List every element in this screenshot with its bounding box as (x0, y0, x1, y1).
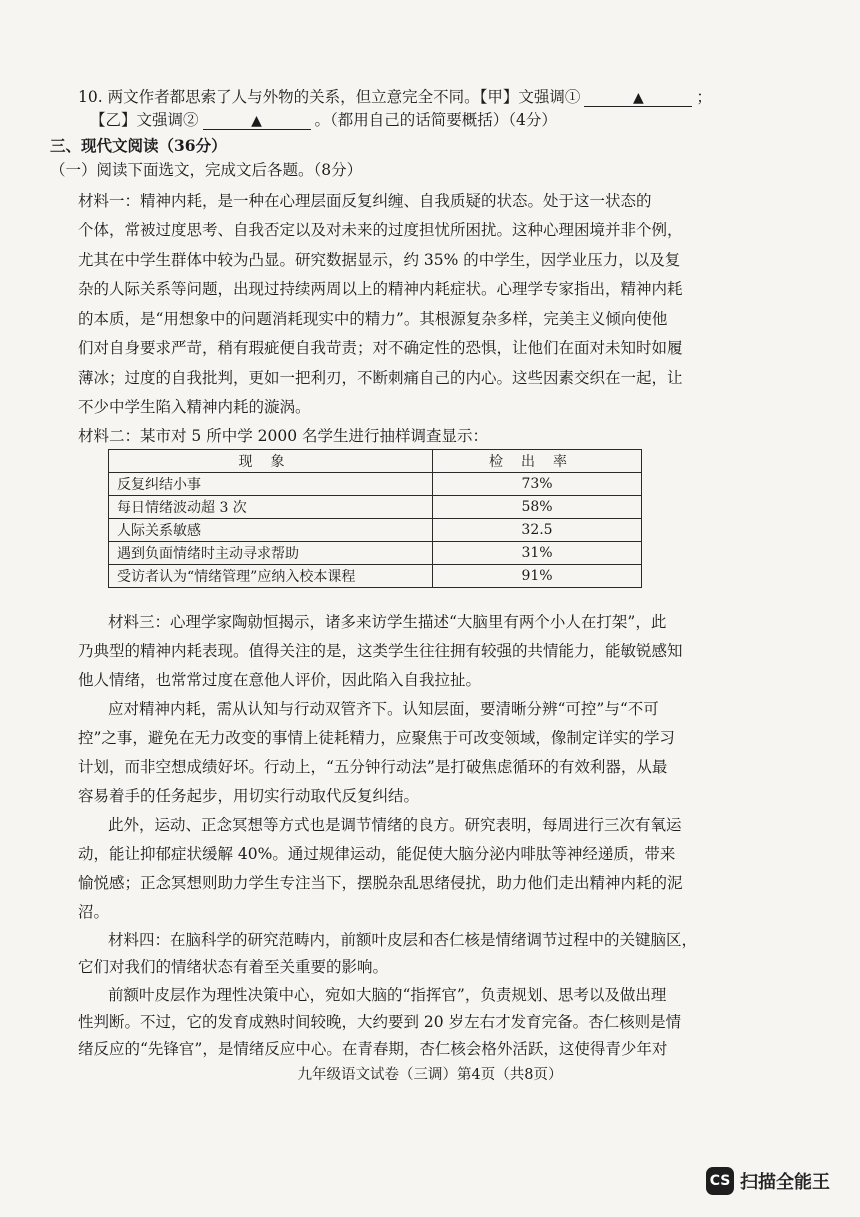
table-row (109, 496, 642, 519)
question-10-part2: 【乙】文强调② (90, 111, 199, 129)
material3-line: 他人情绪，也常常过度在意他人评价，因此陷入自我拉扯。 (78, 671, 482, 689)
row-item: 每日情绪波动超 3 次 (109, 496, 433, 519)
material4-line: 它们对我们的情绪状态有着至关重要的影响。 (78, 958, 389, 976)
material1-line: 们对自身要求严苛，稍有瑕疵便自我苛责；对不确定性的恐惧，让他们在面对未知时如履 (78, 339, 683, 357)
row-rate: 73% (433, 473, 642, 496)
row-item: 人际关系敏感 (109, 519, 433, 542)
material4-line: 材料四：在脑科学的研究范畴内，前额叶皮层和杏仁核是情绪调节过程中的关键脑区， (108, 931, 698, 949)
material1-line: 的本质，是“用想象中的问题消耗现实中的精力”。其根源复杂多样，完美主义倾向使他 (78, 310, 668, 328)
material3-line: 乃典型的精神内耗表现。值得关注的是，这类学生往往拥有较强的共情能力，能敏锐感知 (78, 642, 683, 660)
material3-line: 材料三：心理学家陶勍恒揭示，诸多来访学生描述“大脑里有两个小人在打架”，此 (108, 613, 667, 631)
row-rate: 31% (433, 542, 642, 565)
material3-paragraph3: 动，能让抑郁症状缓解 40%。通过规律运动，能促使大脑分泌内啡肽等神经递质，带来 (78, 845, 676, 863)
row-item: 反复纠结小事 (109, 473, 433, 496)
material3-paragraph3: 愉悦感；正念冥想则助力学生专注当下，摆脱杂乱思绪侵扰，助力他们走出精神内耗的泥 (78, 874, 683, 892)
material1-line: 薄冰；过度的自我批判，更如一把利刃，不断刺痛自己的内心。这些因素交织在一起，让 (78, 369, 683, 387)
material4-paragraph2: 绪反应的“先锋官”，是情绪反应中心。在青春期，杏仁核会格外活跃，这使得青少年对 (78, 1040, 668, 1058)
material1-line: 不少中学生陷入精神内耗的漩涡。 (78, 398, 311, 416)
material3-paragraph3: 此外，运动、正念冥想等方式也是调节情绪的良方。研究表明，每周进行三次有氧运 (108, 816, 682, 834)
question-10-line2 (90, 110, 730, 130)
question-10-punct: ； (696, 88, 712, 106)
table-header-row (109, 450, 642, 473)
subsection-heading: （一）阅读下面选文，完成文后各题。（8分） (50, 161, 363, 179)
table-row (109, 519, 642, 542)
material1-line: 杂的人际关系等问题，出现过持续两周以上的精神内耗症状。心理学专家指出，精神内耗 (78, 280, 683, 298)
table-row (109, 542, 642, 565)
scanner-watermark (706, 1166, 830, 1196)
material4-paragraph2: 性判断。不过，它的发育成熟时间较晚，大约要到 20 岁左右才发育完备。杏仁核则是情 (78, 1013, 682, 1031)
answer-blank-2: ▲ (203, 113, 311, 130)
survey-table (108, 449, 642, 588)
row-rate: 91% (433, 565, 642, 588)
material3-paragraph2: 容易着手的任务起步，用切实行动取代反复纠结。 (78, 787, 420, 805)
material1-line: 材料一：精神内耗，是一种在心理层面反复纠缠、自我质疑的状态。处于这一状态的 (78, 192, 652, 210)
material3-paragraph3: 沼。 (78, 903, 110, 921)
row-item: 受访者认为“情绪管理”应纳入校本课程 (109, 565, 433, 588)
question-10-line1 (78, 87, 718, 107)
camscanner-logo-icon: CS (706, 1167, 734, 1195)
material3-paragraph2: 计划，而非空想成绩好坏。行动上，“五分钟行动法”是打破焦虑循环的有效利器，从最 (78, 758, 668, 776)
header-rate: 检出率 (433, 450, 642, 473)
material4-paragraph2: 前额叶皮层作为理性决策中心，宛如大脑的“指挥官”，负责规划、思考以及做出理 (108, 986, 667, 1004)
watermark-text: 扫描全能王 (740, 1172, 830, 1193)
material3-paragraph2: 应对精神内耗，需从认知与行动双管齐下。认知层面，要清晰分辨“可控”与“不可 (108, 700, 659, 718)
table-row (109, 565, 642, 588)
section-heading: 三、现代文阅读（36分） (50, 136, 227, 155)
row-rate: 58% (433, 496, 642, 519)
header-phenomenon: 现象 (109, 450, 433, 473)
material2-intro: 材料二：某市对 5 所中学 2000 名学生进行抽样调查显示： (78, 427, 489, 445)
row-item: 遇到负面情绪时主动寻求帮助 (109, 542, 433, 565)
answer-blank-1: ▲ (584, 90, 692, 107)
row-rate: 32.5 (433, 519, 642, 542)
page-footer: 九年级语文试卷（三调）第4页（共8页） (297, 1067, 563, 1083)
material3-paragraph2: 控”之事，避免在无力改变的事情上徒耗精力，应聚焦于可改变领域，像制定详实的学习 (78, 729, 675, 747)
table-row (109, 473, 642, 496)
material1-line: 个体，常被过度思考、自我否定以及对未来的过度担忧所困扰。这种心理困境并非个例， (78, 221, 683, 239)
question-10-note: 。（都用自己的话简要概括）（4分） (314, 111, 557, 129)
material1-line: 尤其在中学生群体中较为凸显。研究数据显示，约 35% 的中学生，因学业压力，以及复 (78, 251, 681, 269)
question-10-text: 10. 两文作者都思索了人与外物的关系，但立意完全不同。【甲】文强调① (78, 88, 581, 106)
